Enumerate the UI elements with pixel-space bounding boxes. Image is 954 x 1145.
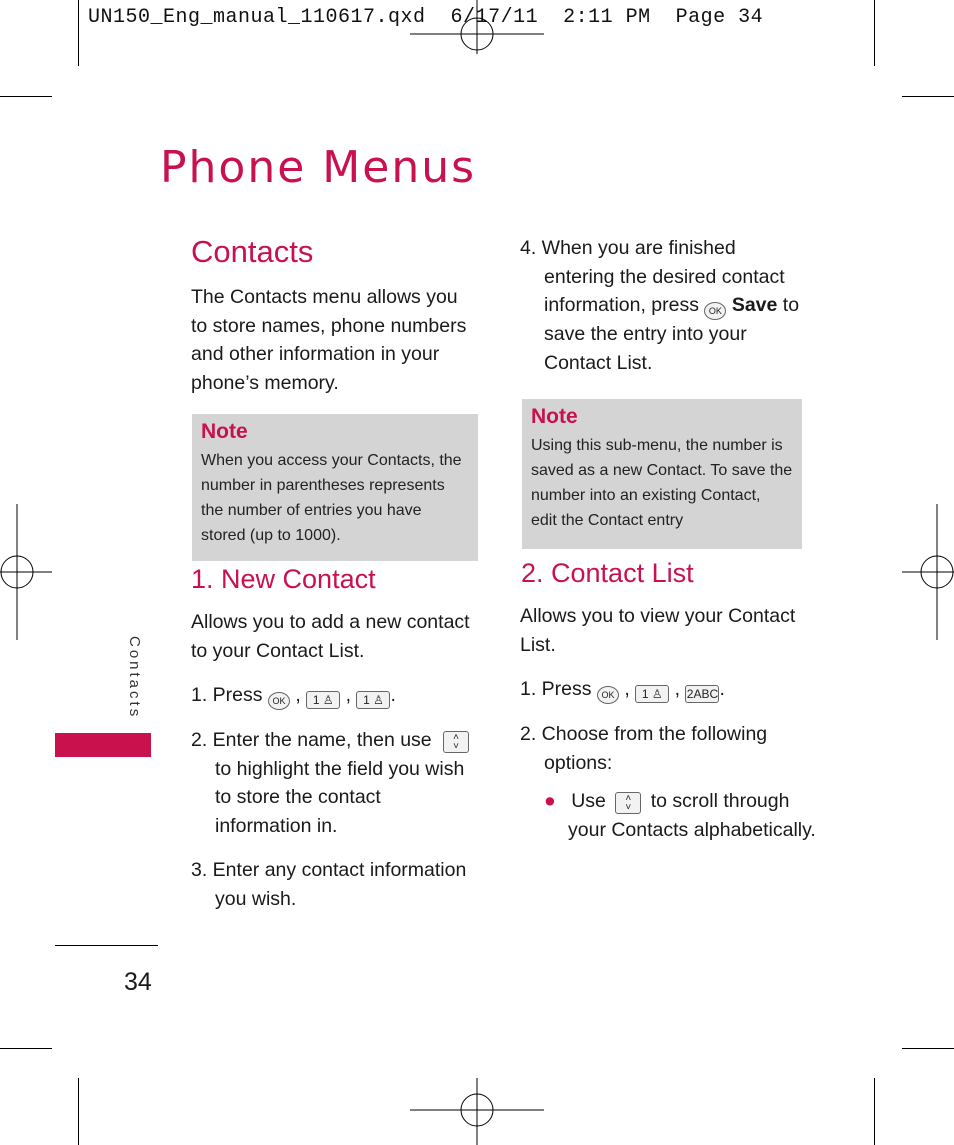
side-section-label: Contacts [126,636,143,720]
step-4 [520,234,820,377]
step-text: 1. Press [191,684,263,706]
text-line: to store names, phone numbers [191,314,467,337]
text-line: When you access your Contacts, the [201,452,462,469]
text-line: and other information in your [191,343,440,365]
crop-mark [902,1048,954,1049]
note-box [192,414,478,561]
crop-mark [78,0,79,66]
nav-down-glyph: ˅ [453,741,459,752]
step-2 [191,726,483,840]
text-line: Allows you to add a new contact [191,611,470,633]
text-line: 4. When you are finished [520,237,736,259]
text-line: stored (up to 1000). [201,527,341,544]
text-line: number into an existing Contact, [531,487,761,504]
contact-list-body [520,602,820,844]
text-line: information in. [215,814,338,837]
text-line: you wish. [215,887,297,910]
key-1-icon: 1 ♙ [356,691,390,709]
step-3 [191,856,483,913]
navigation-key-icon [615,792,641,814]
page-number-rule [55,945,158,946]
step-text: information, press [544,294,699,316]
text-line: saved as a new Contact. To save the [531,462,793,479]
text-line: Allows you to view your Contact [520,605,796,627]
side-section-tab [55,733,151,757]
contacts-intro [191,283,481,397]
print-slug: UN150_Eng_manual_110617.qxd 6/17/11 2:11 PM Page 34 [88,6,764,29]
note-title: Note [201,420,248,443]
crop-mark [78,1078,79,1145]
text-line: options: [544,751,613,774]
note-box [522,399,802,549]
text-line: Using this sub-menu, the number is [531,437,783,454]
text-line: The Contacts menu allows you [191,286,458,308]
text-line: List. [520,633,556,656]
step-1: 1. Press OK , 1 ♙ , 2ABC. [520,675,820,704]
text-line: to store the contact [215,786,381,808]
crop-mark [0,96,52,97]
note-text [201,448,469,548]
nav-up-glyph: ˄ [625,793,632,804]
key-2-icon: 2ABC [686,687,719,701]
bullet-item [520,787,820,844]
section-heading-new-contact: 1. New Contact [191,564,376,594]
text-line: edit the Contact entry [531,512,684,529]
step-2 [520,720,820,777]
crop-mark [874,1078,875,1145]
crop-mark [902,96,954,97]
section-heading-contacts: Contacts [191,234,314,269]
ok-key-icon: OK [597,686,619,704]
step-1: 1. Press OK , 1 ♙ , 1 ♙ . [191,681,483,710]
registration-mark-icon [410,0,544,54]
ok-key-icon: OK [268,692,290,710]
bullet-dot-icon: ● [544,790,556,812]
registration-mark-icon [410,1078,544,1145]
crop-mark [0,1048,52,1049]
page-number: 34 [124,968,152,996]
nav-down-glyph: ˅ [625,802,632,813]
text-line: to your Contact List. [191,639,365,662]
text-line: the number of entries you have [201,502,422,519]
bullet-text: to scroll through [650,790,790,812]
text-line: your Contacts alphabetically. [568,818,816,841]
step-text: 2. Enter the name, then use [191,729,432,751]
text-line: 3. Enter any contact information [191,859,467,881]
text-line: number in parentheses represents [201,477,445,494]
registration-mark-icon [902,504,954,640]
note-title: Note [531,405,578,428]
text-line: to highlight the field you wish [215,757,465,780]
crop-mark [874,0,875,66]
registration-mark-icon [0,504,52,640]
ok-key-icon: OK [704,302,726,320]
page-title: Phone Menus [160,142,477,193]
note-text [531,433,793,533]
step-text: to [782,294,800,316]
navigation-key-icon [443,731,469,753]
text-line: Contact List. [544,351,653,374]
text-line: 2. Choose from the following [520,723,768,745]
step-text: 1. Press [520,678,592,700]
key-1-icon: 1 ♙ [635,685,669,703]
nav-up-glyph: ˄ [453,732,459,743]
section-heading-contact-list: 2. Contact List [521,558,694,588]
save-softkey-label: Save [731,294,778,316]
text-line: entering the desired contact [544,265,785,288]
text-line: phone’s memory. [191,371,339,394]
text-line: save the entry into your [544,323,747,345]
new-contact-body [191,608,483,929]
bullet-text: Use [571,790,606,812]
key-1-icon: 1 ♙ [306,691,340,709]
